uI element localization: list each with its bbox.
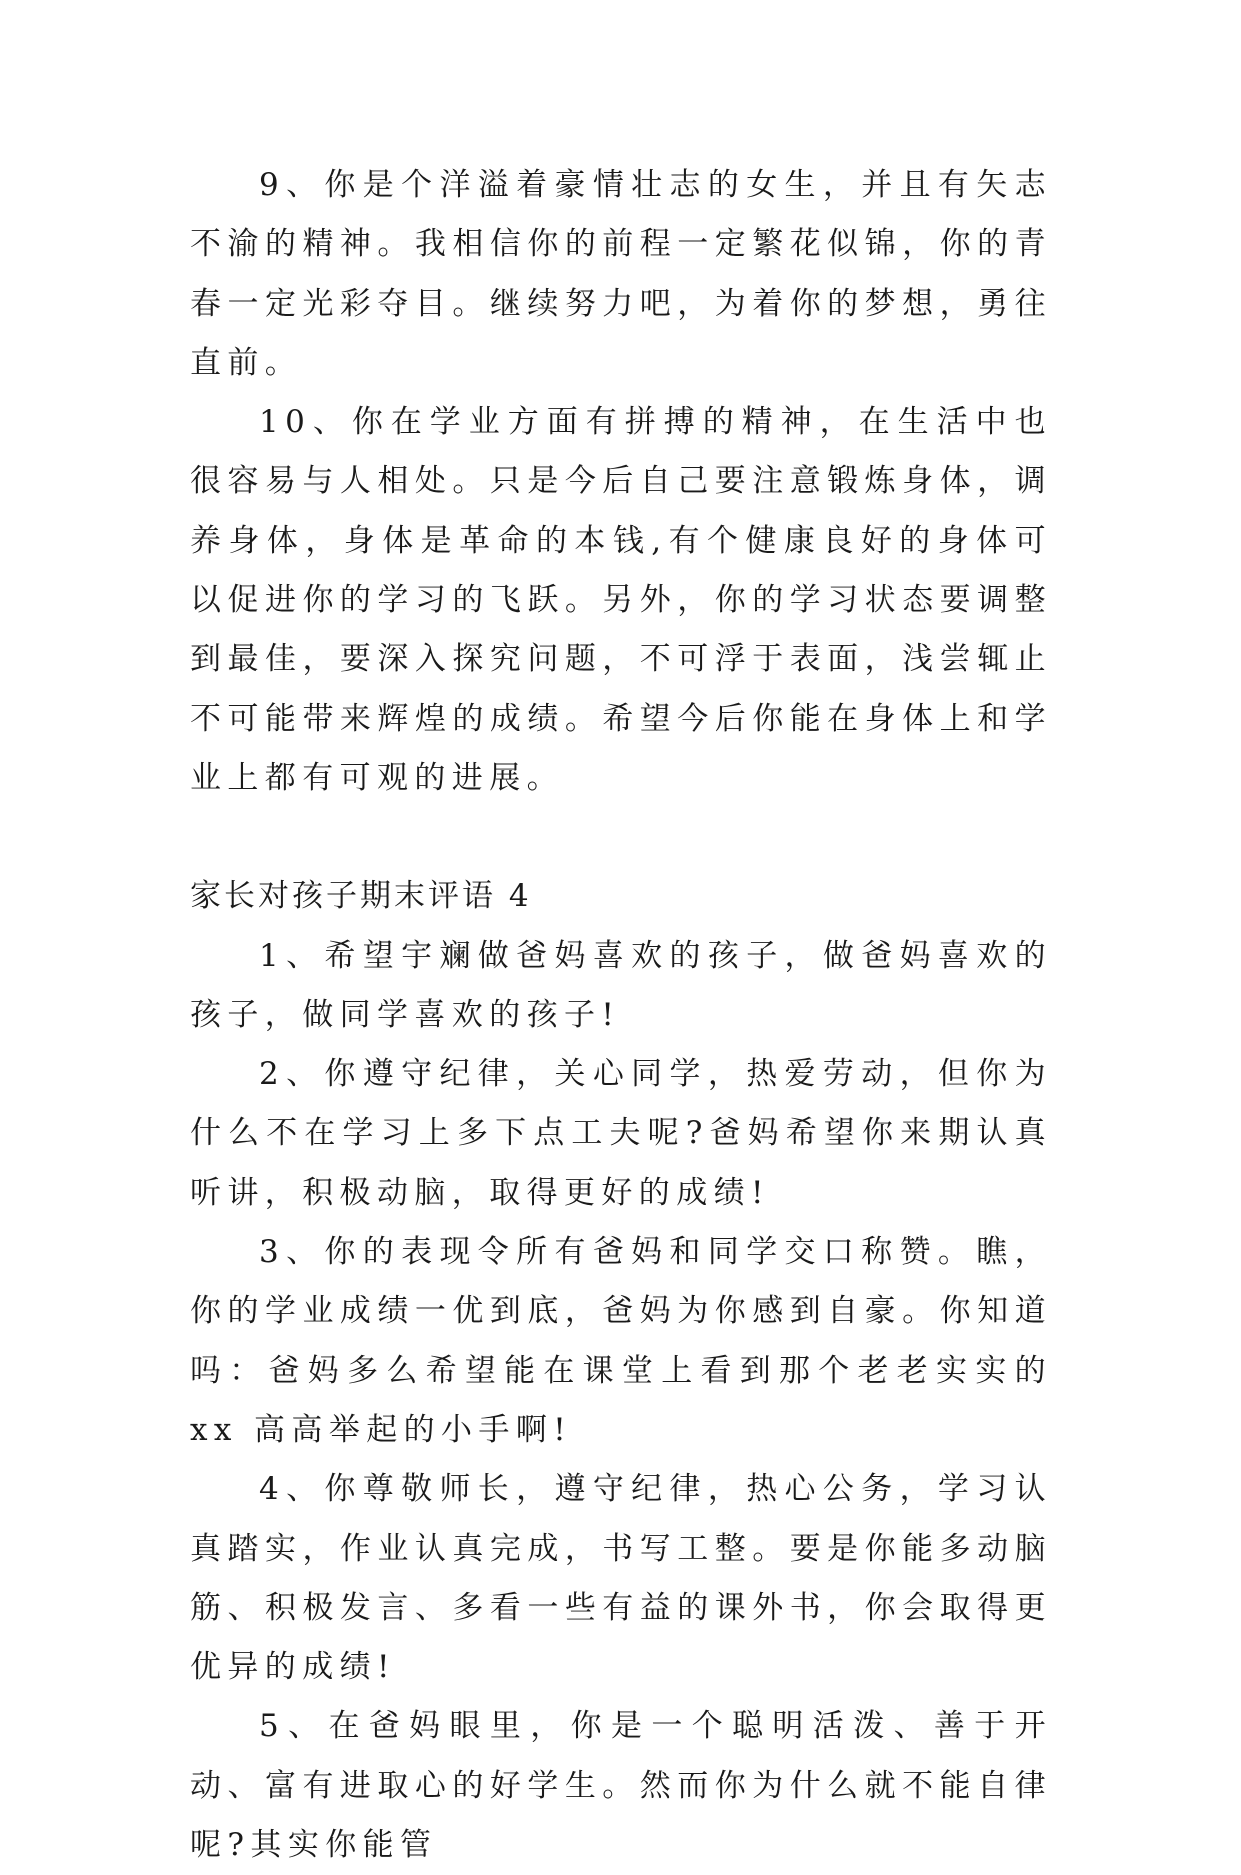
paragraph-item-4: 4、你尊敬师长，遵守纪律，热心公务，学习认真踏实，作业认真完成，书写工整。要是你能多动脑筋、积极发言、多看一些有益的课外书，你会取得更优异的成绩! [190,1471,1052,1686]
paragraph-item-5: 5、在爸妈眼里，你是一个聪明活泼、善于开动、富有进取心的好学生。然而你为什么就不能自律呢?其实你能管 [190,1708,1052,1864]
paragraph-item-1: 1、希望宇斓做爸妈喜欢的孩子，做爸妈喜欢的孩子，做同学喜欢的孩子! [190,937,1052,1033]
document-body [190,156,1052,1875]
paragraph-item-3: 3、你的表现令所有爸妈和同学交口称赞。瞧，你的学业成绩一优到底，爸妈为你感到自豪。你知道吗：爸妈多么希望能在课堂上看到那个老老实实的 xx 高高举起的小手啊! [190,1234,1052,1448]
section-heading: 家长对孩子期末评语 4 [190,878,532,915]
paragraph-item-9: 9、你是个洋溢着豪情壮志的女生，并且有矢志不渝的精神。我相信你的前程一定繁花似锦，你的青春一定光彩夺目。继续努力吧，为着你的梦想，勇往直前。 [190,167,1052,381]
paragraph-item-10: 10、你在学业方面有拼搏的精神，在生活中也很容易与人相处。只是今后自己要注意锻炼身体，调养身体，身体是革命的本钱,有个健康良好的身体可以促进你的学习的飞跃。另外，你的学习状态要调整到最佳，要深入探究问题，不可浮于表面，浅尝辄止不可能带来辉煌的成绩。希望今后你能在身体上和学业上都有可观的进展。 [190,404,1052,796]
paragraph-item-2: 2、你遵守纪律，关心同学，热爱劳动，但你为什么不在学习上多下点工夫呢?爸妈希望你来期认真听讲，积极动脑，取得更好的成绩! [190,1056,1052,1211]
section-spacer [190,808,1052,867]
